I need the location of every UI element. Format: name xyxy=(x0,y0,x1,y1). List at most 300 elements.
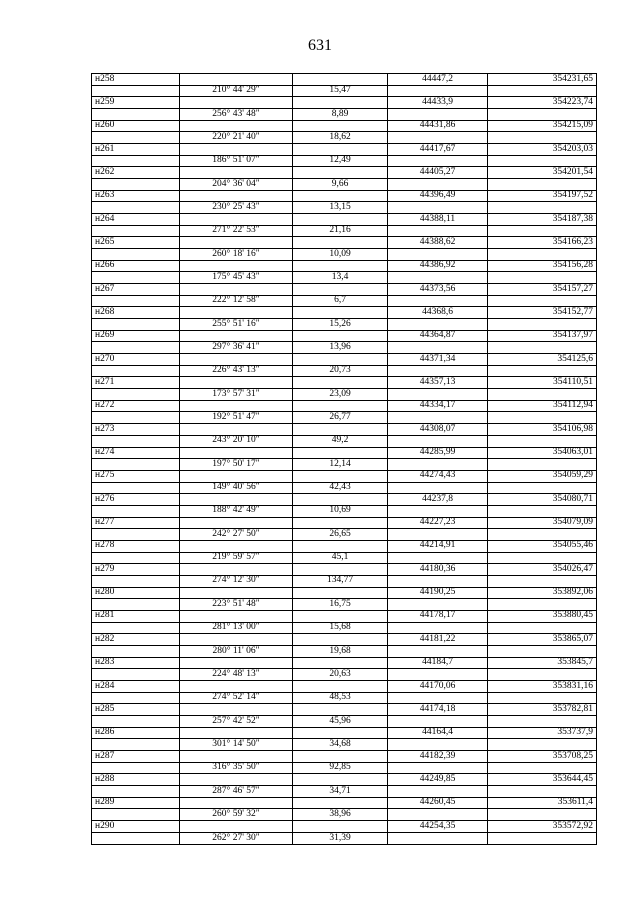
empty-cell xyxy=(180,330,293,342)
point-row xyxy=(92,540,597,552)
point-name: н285 xyxy=(92,704,180,716)
segment-row xyxy=(92,295,597,307)
point-row xyxy=(92,610,597,622)
segment-length: 49,2 xyxy=(293,435,388,447)
empty-cell xyxy=(488,575,597,587)
empty-cell xyxy=(488,109,597,121)
empty-cell xyxy=(92,809,180,821)
y-coordinate: 354203,03 xyxy=(488,144,597,156)
segment-length: 48,53 xyxy=(293,692,388,704)
direction-angle: 260° 59' 32" xyxy=(180,809,293,821)
empty-cell xyxy=(180,494,293,506)
segment-length: 12,49 xyxy=(293,155,388,167)
segment-length: 15,47 xyxy=(293,85,388,97)
empty-cell xyxy=(488,809,597,821)
direction-angle: 262° 27' 30" xyxy=(180,832,293,844)
x-coordinate: 44405,27 xyxy=(388,167,488,179)
x-coordinate: 44357,13 xyxy=(388,377,488,389)
empty-cell xyxy=(92,785,180,797)
point-name: н270 xyxy=(92,354,180,366)
y-coordinate: 354152,77 xyxy=(488,307,597,319)
segment-row xyxy=(92,249,597,261)
segment-length: 26,77 xyxy=(293,412,388,424)
segment-length: 10,09 xyxy=(293,249,388,261)
point-name: н275 xyxy=(92,470,180,482)
empty-cell xyxy=(388,622,488,634)
point-name: н279 xyxy=(92,564,180,576)
empty-cell xyxy=(388,249,488,261)
point-row xyxy=(92,447,597,459)
segment-length: 15,68 xyxy=(293,622,388,634)
point-row xyxy=(92,330,597,342)
empty-cell xyxy=(488,482,597,494)
x-coordinate: 44178,17 xyxy=(388,610,488,622)
x-coordinate: 44396,49 xyxy=(388,190,488,202)
y-coordinate: 353845,7 xyxy=(488,657,597,669)
point-row xyxy=(92,634,597,646)
x-coordinate: 44373,56 xyxy=(388,284,488,296)
direction-angle: 210° 44' 29" xyxy=(180,85,293,97)
point-name: н259 xyxy=(92,97,180,109)
empty-cell xyxy=(388,132,488,144)
empty-cell xyxy=(92,622,180,634)
segment-length: 38,96 xyxy=(293,809,388,821)
x-coordinate: 44254,35 xyxy=(388,821,488,833)
empty-cell xyxy=(180,821,293,833)
empty-cell xyxy=(92,109,180,121)
segment-length: 12,14 xyxy=(293,459,388,471)
point-name: н266 xyxy=(92,260,180,272)
empty-cell xyxy=(388,669,488,681)
segment-row xyxy=(92,575,597,587)
x-coordinate: 44249,85 xyxy=(388,774,488,786)
segment-row xyxy=(92,785,597,797)
point-name: н269 xyxy=(92,330,180,342)
point-name: н281 xyxy=(92,610,180,622)
x-coordinate: 44308,07 xyxy=(388,424,488,436)
empty-cell xyxy=(388,435,488,447)
y-coordinate: 354157,27 xyxy=(488,284,597,296)
point-row xyxy=(92,377,597,389)
direction-angle: 149° 40' 56" xyxy=(180,482,293,494)
empty-cell xyxy=(180,587,293,599)
point-row xyxy=(92,190,597,202)
empty-cell xyxy=(488,85,597,97)
y-coordinate: 354059,29 xyxy=(488,470,597,482)
empty-cell xyxy=(92,762,180,774)
empty-cell xyxy=(293,517,388,529)
segment-length: 45,96 xyxy=(293,715,388,727)
empty-cell xyxy=(180,424,293,436)
empty-cell xyxy=(488,249,597,261)
y-coordinate: 354055,46 xyxy=(488,540,597,552)
y-coordinate: 354137,97 xyxy=(488,330,597,342)
y-coordinate: 353782,81 xyxy=(488,704,597,716)
point-name: н264 xyxy=(92,214,180,226)
segment-length: 92,85 xyxy=(293,762,388,774)
empty-cell xyxy=(92,575,180,587)
empty-cell xyxy=(92,132,180,144)
segment-length: 34,71 xyxy=(293,785,388,797)
x-coordinate: 44190,25 xyxy=(388,587,488,599)
segment-length: 20,73 xyxy=(293,365,388,377)
point-row xyxy=(92,470,597,482)
empty-cell xyxy=(293,494,388,506)
empty-cell xyxy=(488,295,597,307)
segment-row xyxy=(92,319,597,331)
empty-cell xyxy=(180,284,293,296)
point-row xyxy=(92,494,597,506)
empty-cell xyxy=(293,307,388,319)
empty-cell xyxy=(180,120,293,132)
point-name: н278 xyxy=(92,540,180,552)
empty-cell xyxy=(92,435,180,447)
empty-cell xyxy=(388,85,488,97)
segment-length: 134,77 xyxy=(293,575,388,587)
segment-length: 20,63 xyxy=(293,669,388,681)
point-name: н280 xyxy=(92,587,180,599)
y-coordinate: 354106,98 xyxy=(488,424,597,436)
segment-row xyxy=(92,225,597,237)
x-coordinate: 44182,39 xyxy=(388,750,488,762)
empty-cell xyxy=(488,622,597,634)
empty-cell xyxy=(388,809,488,821)
segment-row xyxy=(92,715,597,727)
point-row xyxy=(92,74,597,86)
empty-cell xyxy=(488,832,597,844)
segment-row xyxy=(92,389,597,401)
segment-length: 23,09 xyxy=(293,389,388,401)
segment-row xyxy=(92,85,597,97)
y-coordinate: 354080,71 xyxy=(488,494,597,506)
empty-cell xyxy=(388,109,488,121)
empty-cell xyxy=(488,459,597,471)
direction-angle: 297° 36' 41" xyxy=(180,342,293,354)
segment-length: 18,62 xyxy=(293,132,388,144)
segment-row xyxy=(92,552,597,564)
direction-angle: 287° 46' 57" xyxy=(180,785,293,797)
empty-cell xyxy=(92,179,180,191)
empty-cell xyxy=(488,342,597,354)
point-name: н290 xyxy=(92,821,180,833)
direction-angle: 255° 51' 16" xyxy=(180,319,293,331)
x-coordinate: 44174,18 xyxy=(388,704,488,716)
direction-angle: 230° 25' 43" xyxy=(180,202,293,214)
segment-row xyxy=(92,365,597,377)
empty-cell xyxy=(92,155,180,167)
empty-cell xyxy=(293,120,388,132)
segment-row xyxy=(92,505,597,517)
empty-cell xyxy=(92,412,180,424)
empty-cell xyxy=(92,669,180,681)
empty-cell xyxy=(180,400,293,412)
segment-length: 16,75 xyxy=(293,599,388,611)
empty-cell xyxy=(488,599,597,611)
x-coordinate: 44180,36 xyxy=(388,564,488,576)
segment-row xyxy=(92,645,597,657)
empty-cell xyxy=(488,739,597,751)
segment-length: 8,89 xyxy=(293,109,388,121)
y-coordinate: 354197,52 xyxy=(488,190,597,202)
empty-cell xyxy=(180,610,293,622)
empty-cell xyxy=(180,564,293,576)
empty-cell xyxy=(293,447,388,459)
y-coordinate: 354187,38 xyxy=(488,214,597,226)
x-coordinate: 44237,8 xyxy=(388,494,488,506)
empty-cell xyxy=(293,400,388,412)
empty-cell xyxy=(488,762,597,774)
direction-angle: 274° 12' 30" xyxy=(180,575,293,587)
segment-row xyxy=(92,669,597,681)
y-coordinate: 354112,94 xyxy=(488,400,597,412)
empty-cell xyxy=(180,237,293,249)
segment-row xyxy=(92,109,597,121)
empty-cell xyxy=(388,272,488,284)
empty-cell xyxy=(388,389,488,401)
point-name: н288 xyxy=(92,774,180,786)
empty-cell xyxy=(388,552,488,564)
point-row xyxy=(92,517,597,529)
empty-cell xyxy=(293,354,388,366)
point-row xyxy=(92,727,597,739)
empty-cell xyxy=(92,505,180,517)
empty-cell xyxy=(488,645,597,657)
point-row xyxy=(92,167,597,179)
point-row xyxy=(92,260,597,272)
empty-cell xyxy=(293,774,388,786)
y-coordinate: 353737,9 xyxy=(488,727,597,739)
point-row xyxy=(92,704,597,716)
empty-cell xyxy=(180,540,293,552)
empty-cell xyxy=(488,272,597,284)
segment-row xyxy=(92,272,597,284)
empty-cell xyxy=(293,680,388,692)
empty-cell xyxy=(488,435,597,447)
empty-cell xyxy=(180,727,293,739)
empty-cell xyxy=(488,365,597,377)
x-coordinate: 44447,2 xyxy=(388,74,488,86)
direction-angle: 243° 20' 10" xyxy=(180,435,293,447)
point-name: н260 xyxy=(92,120,180,132)
segment-row xyxy=(92,202,597,214)
point-name: н271 xyxy=(92,377,180,389)
empty-cell xyxy=(488,669,597,681)
segment-row xyxy=(92,692,597,704)
y-coordinate: 354166,23 xyxy=(488,237,597,249)
empty-cell xyxy=(293,634,388,646)
x-coordinate: 44227,23 xyxy=(388,517,488,529)
direction-angle: 223° 51' 48" xyxy=(180,599,293,611)
empty-cell xyxy=(293,190,388,202)
point-name: н268 xyxy=(92,307,180,319)
segment-row xyxy=(92,832,597,844)
empty-cell xyxy=(488,155,597,167)
segment-length: 9,66 xyxy=(293,179,388,191)
x-coordinate: 44431,86 xyxy=(388,120,488,132)
empty-cell xyxy=(92,319,180,331)
segment-length: 15,26 xyxy=(293,319,388,331)
empty-cell xyxy=(180,167,293,179)
point-name: н287 xyxy=(92,750,180,762)
segment-length: 13,15 xyxy=(293,202,388,214)
segment-row xyxy=(92,762,597,774)
empty-cell xyxy=(180,307,293,319)
x-coordinate: 44334,17 xyxy=(388,400,488,412)
x-coordinate: 44364,87 xyxy=(388,330,488,342)
direction-angle: 188° 42' 49" xyxy=(180,505,293,517)
direction-angle: 192° 51' 47" xyxy=(180,412,293,424)
empty-cell xyxy=(388,529,488,541)
segment-row xyxy=(92,342,597,354)
empty-cell xyxy=(180,634,293,646)
direction-angle: 281° 13' 00" xyxy=(180,622,293,634)
point-row xyxy=(92,400,597,412)
empty-cell xyxy=(388,575,488,587)
empty-cell xyxy=(92,225,180,237)
empty-cell xyxy=(92,85,180,97)
point-row xyxy=(92,657,597,669)
direction-angle: 186° 51' 07" xyxy=(180,155,293,167)
empty-cell xyxy=(388,599,488,611)
empty-cell xyxy=(388,785,488,797)
y-coordinate: 354026,47 xyxy=(488,564,597,576)
empty-cell xyxy=(488,505,597,517)
empty-cell xyxy=(92,599,180,611)
empty-cell xyxy=(488,552,597,564)
empty-cell xyxy=(293,797,388,809)
empty-cell xyxy=(388,225,488,237)
empty-cell xyxy=(388,412,488,424)
y-coordinate: 354231,65 xyxy=(488,74,597,86)
point-name: н265 xyxy=(92,237,180,249)
direction-angle: 197° 50' 17" xyxy=(180,459,293,471)
point-row xyxy=(92,214,597,226)
x-coordinate: 44371,34 xyxy=(388,354,488,366)
point-name: н273 xyxy=(92,424,180,436)
x-coordinate: 44388,62 xyxy=(388,237,488,249)
empty-cell xyxy=(488,692,597,704)
point-name: н267 xyxy=(92,284,180,296)
empty-cell xyxy=(488,225,597,237)
empty-cell xyxy=(388,155,488,167)
x-coordinate: 44386,92 xyxy=(388,260,488,272)
empty-cell xyxy=(293,657,388,669)
direction-angle: 222° 12' 58" xyxy=(180,295,293,307)
empty-cell xyxy=(293,540,388,552)
empty-cell xyxy=(180,214,293,226)
direction-angle: 224° 48' 13" xyxy=(180,669,293,681)
empty-cell xyxy=(488,202,597,214)
x-coordinate: 44388,11 xyxy=(388,214,488,226)
empty-cell xyxy=(293,237,388,249)
direction-angle: 301° 14' 50" xyxy=(180,739,293,751)
x-coordinate: 44260,45 xyxy=(388,797,488,809)
empty-cell xyxy=(293,260,388,272)
direction-angle: 175° 45' 43" xyxy=(180,272,293,284)
coordinates-table xyxy=(91,73,597,845)
segment-row xyxy=(92,529,597,541)
direction-angle: 257° 42' 52" xyxy=(180,715,293,727)
empty-cell xyxy=(180,750,293,762)
point-name: н276 xyxy=(92,494,180,506)
empty-cell xyxy=(293,821,388,833)
point-row xyxy=(92,750,597,762)
empty-cell xyxy=(92,365,180,377)
direction-angle: 220° 21' 40" xyxy=(180,132,293,144)
point-name: н272 xyxy=(92,400,180,412)
empty-cell xyxy=(180,797,293,809)
x-coordinate: 44433,9 xyxy=(388,97,488,109)
empty-cell xyxy=(293,610,388,622)
empty-cell xyxy=(488,132,597,144)
empty-cell xyxy=(92,715,180,727)
empty-cell xyxy=(388,832,488,844)
segment-row xyxy=(92,132,597,144)
point-name: н289 xyxy=(92,797,180,809)
point-row xyxy=(92,587,597,599)
segment-length: 21,16 xyxy=(293,225,388,237)
empty-cell xyxy=(180,470,293,482)
y-coordinate: 353865,07 xyxy=(488,634,597,646)
empty-cell xyxy=(180,97,293,109)
y-coordinate: 354063,01 xyxy=(488,447,597,459)
point-row xyxy=(92,774,597,786)
empty-cell xyxy=(488,715,597,727)
segment-row xyxy=(92,599,597,611)
y-coordinate: 354215,09 xyxy=(488,120,597,132)
segment-row xyxy=(92,179,597,191)
segment-row xyxy=(92,739,597,751)
point-row xyxy=(92,564,597,576)
direction-angle: 271° 22' 53" xyxy=(180,225,293,237)
y-coordinate: 354201,54 xyxy=(488,167,597,179)
y-coordinate: 353572,92 xyxy=(488,821,597,833)
empty-cell xyxy=(180,377,293,389)
empty-cell xyxy=(388,482,488,494)
direction-angle: 260° 18' 16" xyxy=(180,249,293,261)
direction-angle: 316° 35' 50" xyxy=(180,762,293,774)
segment-row xyxy=(92,459,597,471)
empty-cell xyxy=(293,704,388,716)
point-row xyxy=(92,307,597,319)
empty-cell xyxy=(388,715,488,727)
segment-length: 26,65 xyxy=(293,529,388,541)
empty-cell xyxy=(180,447,293,459)
y-coordinate: 354125,6 xyxy=(488,354,597,366)
empty-cell xyxy=(92,832,180,844)
segment-row xyxy=(92,622,597,634)
empty-cell xyxy=(388,319,488,331)
segment-row xyxy=(92,482,597,494)
point-row xyxy=(92,120,597,132)
point-name: н277 xyxy=(92,517,180,529)
direction-angle: 173° 57' 31" xyxy=(180,389,293,401)
empty-cell xyxy=(180,774,293,786)
empty-cell xyxy=(488,412,597,424)
empty-cell xyxy=(180,517,293,529)
empty-cell xyxy=(293,284,388,296)
y-coordinate: 353831,16 xyxy=(488,680,597,692)
y-coordinate: 354079,09 xyxy=(488,517,597,529)
x-coordinate: 44214,91 xyxy=(388,540,488,552)
empty-cell xyxy=(293,377,388,389)
empty-cell xyxy=(488,785,597,797)
direction-angle: 242° 27' 50" xyxy=(180,529,293,541)
empty-cell xyxy=(92,202,180,214)
direction-angle: 280° 11' 06" xyxy=(180,645,293,657)
empty-cell xyxy=(92,552,180,564)
empty-cell xyxy=(92,692,180,704)
